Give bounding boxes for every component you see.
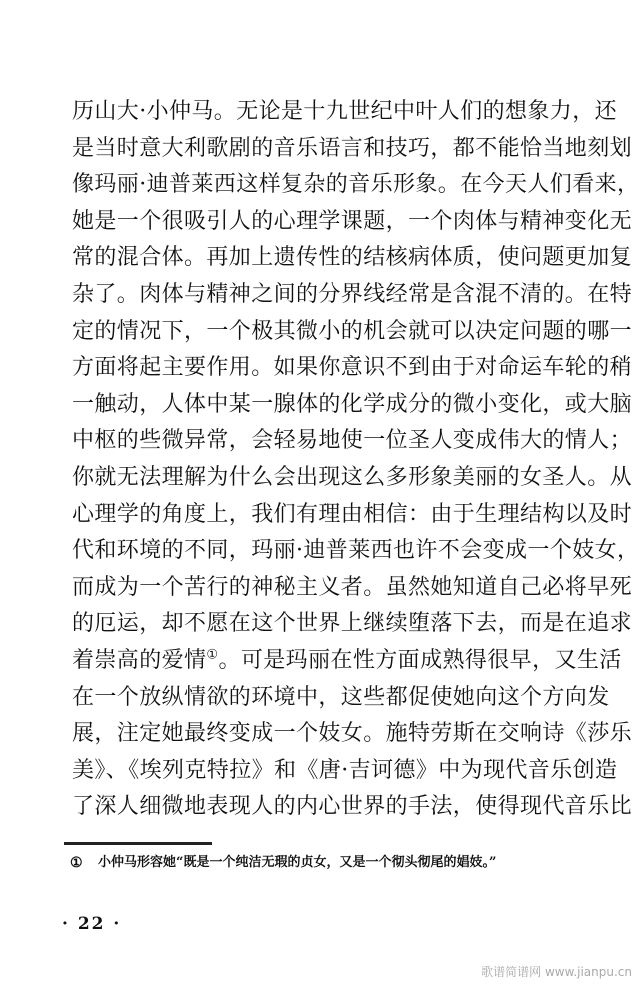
text-line: 像玛丽·迪普莱西这样复杂的音乐形象。在今天人们看来， — [72, 172, 640, 198]
text-line: 代和环境的不同，玛丽·迪普莱西也许不会变成一个妓女， — [72, 538, 640, 564]
page-number: · 22 · — [62, 914, 122, 934]
text-line-with-footnote-ref — [72, 643, 620, 680]
footnote-text: 小仲马形容她“既是一个纯洁无瑕的贞女，又是一个彻头彻尾的娼妓。” — [98, 855, 497, 870]
text-line: 美》、《埃列克特拉》和《唐·吉诃德》中为现代音乐创造 — [72, 757, 618, 783]
text-line: 你就无法理解为什么会出现这么多形象美丽的女圣人。从 — [72, 464, 633, 490]
text-line: 展，注定她最终变成一个妓女。施特劳斯在交响诗《莎乐 — [72, 721, 633, 747]
text-line: 心理学的角度上，我们有理由相信：由于生理结构以及时 — [72, 501, 633, 527]
text-line: 她是一个很吸引人的心理学课题，一个肉体与精神变化无 — [72, 208, 633, 234]
text-line-tail: 。可是玛丽在性方面成熟得很早，又生活 — [218, 647, 622, 673]
text-line: 中枢的些微异常，会轻易地使一位圣人变成伟大的情人； — [72, 428, 633, 454]
text-line-head: 着崇高的爱情 — [72, 647, 207, 673]
text-line: 的厄运，却不愿在这个世界上继续堕落下去，而是在追求 — [72, 611, 633, 637]
watermark: 歌谱简谱网 www.jianpu.cn — [481, 965, 632, 979]
text-line: 常的混合体。再加上遗传性的结核病体质，使问题更加复 — [72, 245, 633, 271]
text-line: 历山大·小仲马。无论是十九世纪中叶人们的想象力，还 — [72, 99, 617, 124]
text-line: 是当时意大利歌剧的音乐语言和技巧，都不能恰当地刻划 — [72, 135, 633, 161]
text-line: 一触动，人体中某一腺体的化学成分的微小变化，或大脑 — [72, 391, 633, 417]
footnote-reference[interactable]: ① — [206, 647, 219, 663]
footnote-marker: ① — [70, 855, 83, 871]
text-line: 而成为一个苦行的神秘主义者。虽然她知道自己必将早死 — [72, 574, 633, 600]
footnote — [70, 852, 598, 874]
text-line: 定的情况下，一个极其微小的机会就可以决定问题的哪一 — [72, 318, 633, 344]
text-line: 方面将起主要作用。如果你意识不到由于对命运车轮的稍 — [72, 355, 633, 381]
text-line: 在一个放纵情欲的环境中，这些都促使她向这个方向发 — [72, 684, 610, 710]
text-line: 杂了。肉体与精神之间的分界线经常是含混不清的。在特 — [72, 281, 633, 307]
footnote-divider — [64, 842, 212, 845]
body-text — [72, 94, 640, 826]
text-line: 了深人细微地表现人的内心世界的手法，使得现代音乐比 — [72, 794, 633, 820]
